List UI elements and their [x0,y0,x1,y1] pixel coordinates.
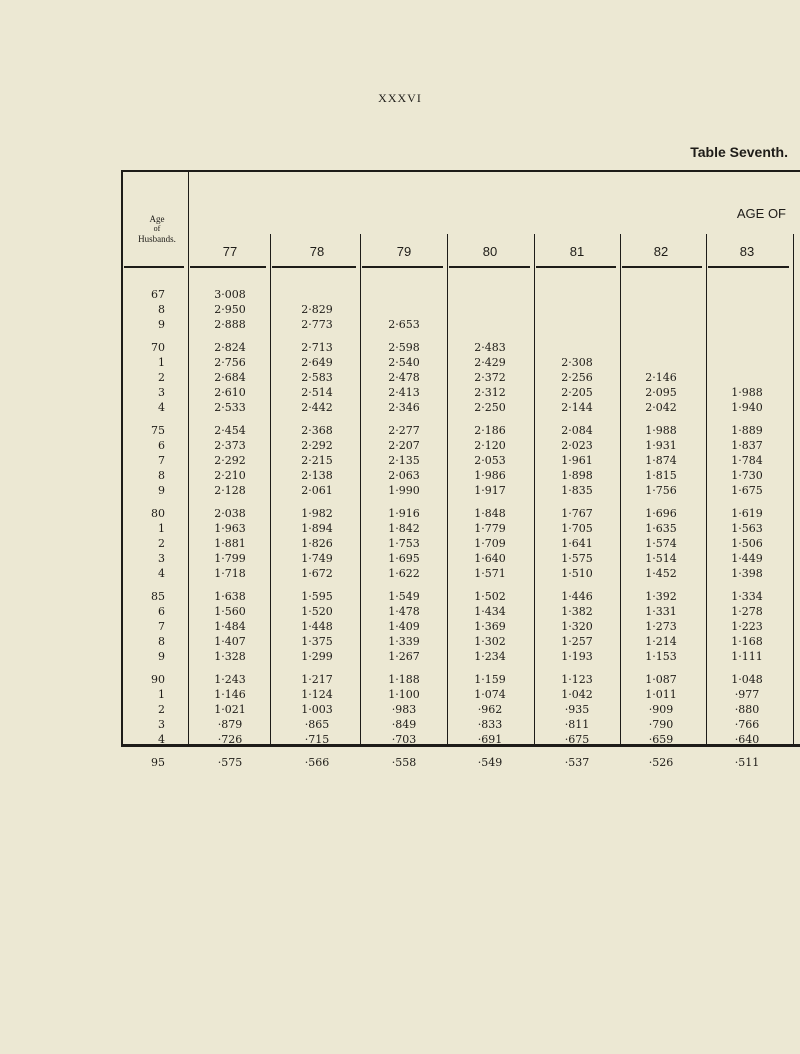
table-cell: 2·138 [301,469,333,482]
row-age-label: 6 [158,605,165,618]
table-cell: 1·718 [214,567,246,580]
column-rule [270,234,271,745]
table-cell: 1·214 [645,635,677,648]
table-cell: 1·048 [731,673,763,686]
table-cell: 1·409 [388,620,420,633]
table-cell: 2·207 [388,439,420,452]
table-cell: 2·888 [214,318,246,331]
table-cell: 1·696 [645,507,677,520]
table-cell: ·726 [217,733,243,746]
stub-heading-of: of [153,224,161,233]
table-cell: 1·449 [731,552,763,565]
table-cell: 2·038 [214,507,246,520]
table-cell: 1·756 [645,484,677,497]
heading-rule [190,266,266,268]
table-cell: 2·514 [301,386,333,399]
table-cell: 1·328 [214,650,246,663]
table-cell: 1·848 [474,507,506,520]
table-cell: 1·549 [388,590,420,603]
table-cell: 1·331 [645,605,677,618]
row-age-label: 90 [151,673,165,686]
table-cell: 1·894 [301,522,333,535]
table-cell: 2·144 [561,401,593,414]
table-cell: 1·672 [301,567,333,580]
heading-rule [536,266,616,268]
table-cell: 1·375 [301,635,333,648]
table-cell: ·909 [648,703,674,716]
column-header-81: 81 [569,244,585,259]
table-cell: 2·649 [301,356,333,369]
table-cell: 2·824 [214,341,246,354]
table-cell: 1·257 [561,635,593,648]
row-age-label: 8 [158,303,165,316]
table-cell: 1·168 [731,635,763,648]
table-cell: 1·571 [474,567,506,580]
table-cell: 2·205 [561,386,593,399]
table-cell: 2·950 [214,303,246,316]
table-cell: 1·574 [645,537,677,550]
table-cell: 1·478 [388,605,420,618]
heading-rule [622,266,702,268]
table-cell: 2·292 [214,454,246,467]
table-cell: ·575 [217,756,243,769]
table-cell: 2·128 [214,484,246,497]
table-cell: 1·302 [474,635,506,648]
table-cell: 2·135 [388,454,420,467]
table-cell: 1·990 [388,484,420,497]
row-age-label: 6 [158,439,165,452]
column-rule [793,234,794,745]
row-age-label: 1 [158,522,165,535]
row-age-label: 70 [151,341,165,354]
table-cell: 1·273 [645,620,677,633]
table-cell: 1·815 [645,469,677,482]
table-cell: 1·392 [645,590,677,603]
table-cell: 2·540 [388,356,420,369]
table-cell: 1·982 [301,507,333,520]
row-age-label: 8 [158,469,165,482]
column-header-77: 77 [222,244,238,259]
row-age-label: 67 [151,288,165,301]
table-cell: 1·799 [214,552,246,565]
table-cell: 2·042 [645,401,677,414]
table-cell: 2·533 [214,401,246,414]
table-left-rule [121,170,123,745]
table-cell: 2·583 [301,371,333,384]
column-rule [620,234,621,745]
table-cell: ·833 [477,718,503,731]
table-cell: 2·292 [301,439,333,452]
table-cell: 1·622 [388,567,420,580]
table-cell: 1·339 [388,635,420,648]
stub-heading-husbands: Husbands. [138,234,176,244]
table-cell: 2·095 [645,386,677,399]
table-cell: ·935 [564,703,590,716]
table-cell: ·977 [734,688,760,701]
column-header-80: 80 [482,244,498,259]
row-age-label: 2 [158,537,165,550]
table-cell: 1·407 [214,635,246,648]
column-rule [534,234,535,745]
table-cell: 2·120 [474,439,506,452]
table-cell: 1·234 [474,650,506,663]
table-cell: 1·100 [388,688,420,701]
row-age-label: 9 [158,318,165,331]
table-cell: ·766 [734,718,760,731]
table-cell: 2·308 [561,356,593,369]
stub-heading [124,214,190,244]
table-cell: 1·730 [731,469,763,482]
table-cell: ·962 [477,703,503,716]
table-cell: 1·278 [731,605,763,618]
table-cell: 2·756 [214,356,246,369]
table-cell: 2·684 [214,371,246,384]
row-age-label: 9 [158,484,165,497]
table-cell: ·537 [564,756,590,769]
table-cell: 1·382 [561,605,593,618]
table-cell: 1·267 [388,650,420,663]
column-header-79: 79 [396,244,412,259]
row-age-label: 7 [158,454,165,467]
table-cell: 1·640 [474,552,506,565]
table-cell: 1·217 [301,673,333,686]
table-cell: 1·986 [474,469,506,482]
table-cell: 1·124 [301,688,333,701]
table-cell: 1·446 [561,590,593,603]
table-cell: 1·779 [474,522,506,535]
table-cell: 1·889 [731,424,763,437]
table-cell: 1·398 [731,567,763,580]
table-cell: ·983 [391,703,417,716]
table-cell: 2·346 [388,401,420,414]
table-cell: 1·223 [731,620,763,633]
row-age-label: 3 [158,718,165,731]
row-age-label: 1 [158,688,165,701]
row-age-label: 75 [151,424,165,437]
table-cell: 2·061 [301,484,333,497]
table-cell: ·566 [304,756,330,769]
table-cell: 1·709 [474,537,506,550]
table-cell: 1·619 [731,507,763,520]
table-cell: 1·961 [561,454,593,467]
table-cell: ·703 [391,733,417,746]
row-age-label: 95 [151,756,165,769]
table-cell: 1·299 [301,650,333,663]
table-cell: ·659 [648,733,674,746]
table-cell: 1·448 [301,620,333,633]
table-cell: 2·413 [388,386,420,399]
table-cell: 1·826 [301,537,333,550]
heading-rule [362,266,443,268]
table-cell: 1·940 [731,401,763,414]
heading-rule [272,266,356,268]
table-cell: 2·277 [388,424,420,437]
table-cell: 1·320 [561,620,593,633]
table-cell: 1·434 [474,605,506,618]
table-cell: 2·023 [561,439,593,452]
table-cell: 1·767 [561,507,593,520]
table-cell: 1·193 [561,650,593,663]
table-cell: 1·641 [561,537,593,550]
table-cell: 1·510 [561,567,593,580]
table-cell: 1·074 [474,688,506,701]
table-cell: 1·003 [301,703,333,716]
table-cell: 1·931 [645,439,677,452]
table-cell: 2·442 [301,401,333,414]
table-cell: 1·635 [645,522,677,535]
table-cell: 1·159 [474,673,506,686]
column-header-78: 78 [309,244,325,259]
table-cell: 1·753 [388,537,420,550]
table-cell: 1·638 [214,590,246,603]
table-cell: 1·837 [731,439,763,452]
table-cell: 2·368 [301,424,333,437]
stub-heading-age: Age [149,214,165,224]
table-cell: 2·053 [474,454,506,467]
column-header-83: 83 [739,244,755,259]
table-cell: ·691 [477,733,503,746]
table-cell: 1·917 [474,484,506,497]
table-cell: ·849 [391,718,417,731]
table-cell: 1·087 [645,673,677,686]
table-cell: 1·484 [214,620,246,633]
table-cell: 1·563 [731,522,763,535]
table-cell: 1·042 [561,688,593,701]
table-cell: ·640 [734,733,760,746]
table-cell: 1·898 [561,469,593,482]
table-cell: 1·963 [214,522,246,535]
table-cell: 1·021 [214,703,246,716]
table-cell: 1·111 [731,650,763,663]
heading-rule [449,266,530,268]
column-rule [706,234,707,745]
table-cell: ·811 [564,718,590,731]
table-cell: 2·215 [301,454,333,467]
row-age-label: 4 [158,401,165,414]
table-cell: 1·520 [301,605,333,618]
table-cell: 2·454 [214,424,246,437]
table-cell: 1·705 [561,522,593,535]
table-cell: 1·502 [474,590,506,603]
table-cell: 1·369 [474,620,506,633]
table-cell: 2·829 [301,303,333,316]
row-age-label: 2 [158,371,165,384]
table-cell: 1·514 [645,552,677,565]
table-cell: 1·243 [214,673,246,686]
table-cell: 1·835 [561,484,593,497]
table-cell: 2·598 [388,341,420,354]
row-age-label: 85 [151,590,165,603]
row-age-label: 9 [158,650,165,663]
table-cell: ·715 [304,733,330,746]
stub-column-rule [188,170,189,745]
table-cell: 1·146 [214,688,246,701]
table-cell: 1·916 [388,507,420,520]
table-cell: 2·653 [388,318,420,331]
table-cell: 1·011 [645,688,677,701]
row-age-label: 1 [158,356,165,369]
table-cell: 1·452 [645,567,677,580]
table-cell: ·865 [304,718,330,731]
table-cell: 2·373 [214,439,246,452]
table-cell: 2·610 [214,386,246,399]
table-cell: 1·675 [731,484,763,497]
table-cell: 2·429 [474,356,506,369]
table-cell: 2·483 [474,341,506,354]
table-cell: 2·146 [645,371,677,384]
table-cell: ·511 [734,756,760,769]
table-cell: 1·988 [645,424,677,437]
table-cell: 3·008 [214,288,246,301]
table-title: Table Seventh. [690,144,788,160]
row-age-label: 80 [151,507,165,520]
table-cell: 2·210 [214,469,246,482]
table-cell: ·880 [734,703,760,716]
group-heading: AGE OF [736,206,786,221]
table-cell: 1·749 [301,552,333,565]
table-cell: 1·575 [561,552,593,565]
table-cell: 1·506 [731,537,763,550]
table-cell: 1·560 [214,605,246,618]
table-cell: ·675 [564,733,590,746]
row-age-label: 2 [158,703,165,716]
table-cell: 1·595 [301,590,333,603]
table-cell: 1·988 [731,386,763,399]
row-age-label: 8 [158,635,165,648]
table-cell: 1·784 [731,454,763,467]
row-age-label: 7 [158,620,165,633]
table-cell: ·790 [648,718,674,731]
column-header-82: 82 [653,244,669,259]
table-cell: ·558 [391,756,417,769]
table-cell: 2·372 [474,371,506,384]
heading-rule [124,266,184,268]
page-header: XXXVI [378,91,422,105]
table-cell: 2·063 [388,469,420,482]
row-age-label: 3 [158,552,165,565]
table-cell: ·879 [217,718,243,731]
table-cell: 1·188 [388,673,420,686]
table-cell: ·526 [648,756,674,769]
table-cell: 2·478 [388,371,420,384]
table-cell: 1·334 [731,590,763,603]
table-cell: 2·256 [561,371,593,384]
row-age-label: 4 [158,733,165,746]
table-cell: 1·123 [561,673,593,686]
heading-rule [708,266,789,268]
table-cell: 2·713 [301,341,333,354]
table-cell: 1·874 [645,454,677,467]
table-cell: 1·153 [645,650,677,663]
row-age-label: 4 [158,567,165,580]
table-cell: 2·773 [301,318,333,331]
table-cell: 1·881 [214,537,246,550]
table-cell: 1·695 [388,552,420,565]
table-cell: ·549 [477,756,503,769]
table-cell: 2·084 [561,424,593,437]
column-rule [360,234,361,745]
table-cell: 2·186 [474,424,506,437]
table-cell: 1·842 [388,522,420,535]
column-rule [447,234,448,745]
table-cell: 2·312 [474,386,506,399]
table-cell: 2·250 [474,401,506,414]
row-age-label: 3 [158,386,165,399]
